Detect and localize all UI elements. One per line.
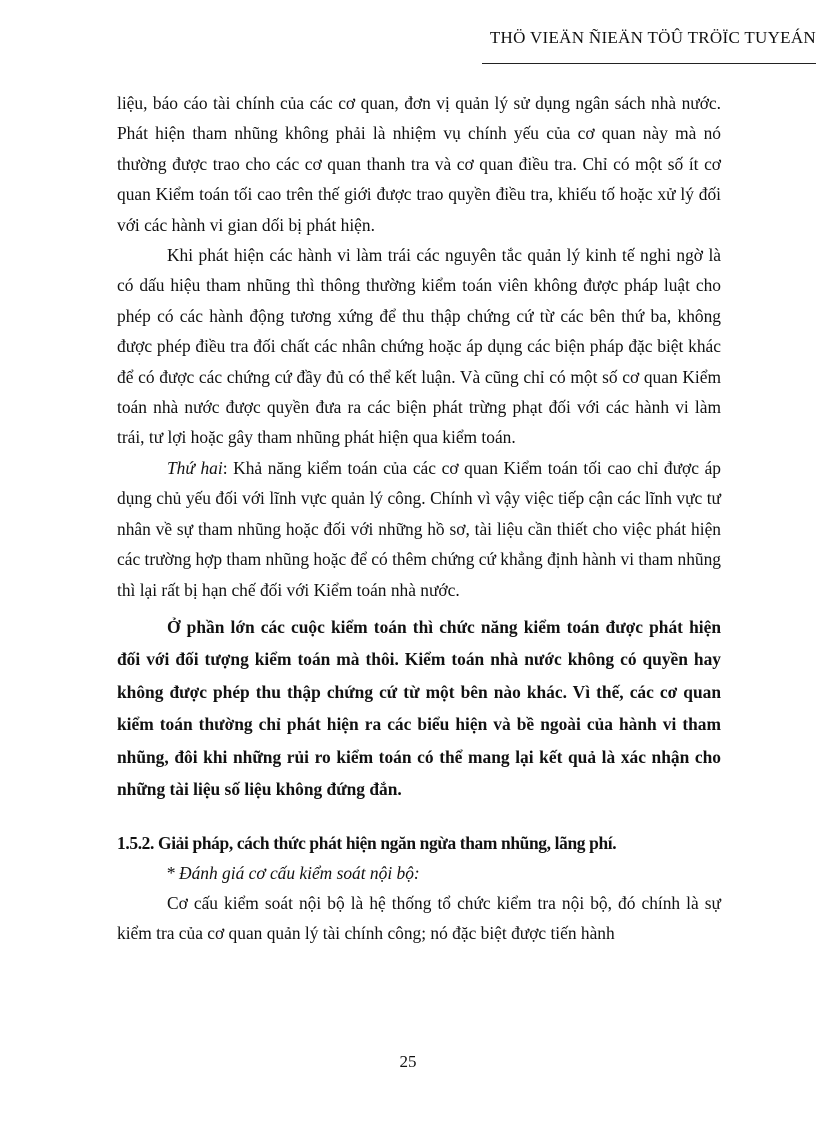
paragraph-5: Cơ cấu kiểm soát nội bộ là hệ thống tổ chức kiểm tra nội bộ, đó chính là sự kiểm tra của cơ quan quản lý tài chính công; nó đặc biệt được tiến hành (117, 892, 721, 944)
paragraph-3 (117, 453, 721, 605)
paragraph-3-lead: Thứ hai (167, 457, 223, 478)
running-header: THÖ VIEÄN ÑIEÄN TÖÛ TRÖÏC TUYEÁN (489, 28, 816, 47)
section-heading: 1.5.2. Giải pháp, cách thức phát hiện ngăn ngừa tham nhũng, lãng phí. (117, 832, 617, 853)
page-number: 25 (399, 1052, 417, 1071)
subheading: * Đánh giá cơ cấu kiểm soát nội bộ: (166, 862, 420, 883)
paragraph-2: Khi phát hiện các hành vi làm trái các nguyên tắc quản lý kinh tế nghi ngờ là có dấu hiệu tham nhũng thì thông thường kiểm toán viên không được pháp luật cho phép có các hành động tương xứng để thu thập chứng cứ từ các bên thứ ba, không được phép điều tra đối chất các nhân chứng hoặc áp dụng các biện pháp đặc biệt khác để có được các chứng cứ đầy đủ có thể kết luận. Và cũng chỉ có một số cơ quan Kiểm toán nhà nước được quyền đưa ra các biện phát trừng phạt đối với các hành vi làm trái, tư lợi hoặc gây tham nhũng phát hiện qua kiểm toán. (117, 245, 721, 448)
page-body (117, 88, 721, 949)
paragraph-3-rest: : Khả năng kiểm toán của các cơ quan Kiểm toán tối cao chỉ được áp dụng chủ yếu đối với lĩnh vực quản lý công. Chính vì vậy việc tiếp cận các lĩnh vực tư nhân về sự tham nhũng hoặc đối với những hồ sơ, tài liệu cần thiết cho việc phát hiện các trường hợp tham nhũng hoặc để có thêm chứng cứ khẳng định hành vi tham nhũng thì lại rất bị hạn chế đối với Kiểm toán nhà nước. (117, 457, 721, 600)
paragraph-4-bold: Ở phần lớn các cuộc kiểm toán thì chức năng kiểm toán được phát hiện đối với đối tượng kiểm toán mà thôi. Kiểm toán nhà nước không có quyền hay không được phép thu thập chứng cứ từ một bên nào khác. Vì thế, các cơ quan kiểm toán thường chỉ phát hiện ra các biểu hiện và bề ngoài của hành vi tham nhũng, đôi khi những rủi ro kiểm toán có thể mang lại kết quả là xác nhận cho những tài liệu số liệu không đứng đắn. (117, 616, 721, 800)
paragraph-1: liệu, báo cáo tài chính của các cơ quan, đơn vị quản lý sử dụng ngân sách nhà nước. Phát hiện tham nhũng không phải là nhiệm vụ chính yếu của cơ quan này mà nó thường được trao cho các cơ quan thanh tra và cơ quan điều tra. Chỉ có một số ít cơ quan Kiểm toán tối cao trên thế giới được trao quyền điều tra, khiếu tố hoặc xử lý đối với các hành vi gian dối bị phát hiện. (117, 93, 721, 235)
header-rule (482, 63, 816, 64)
